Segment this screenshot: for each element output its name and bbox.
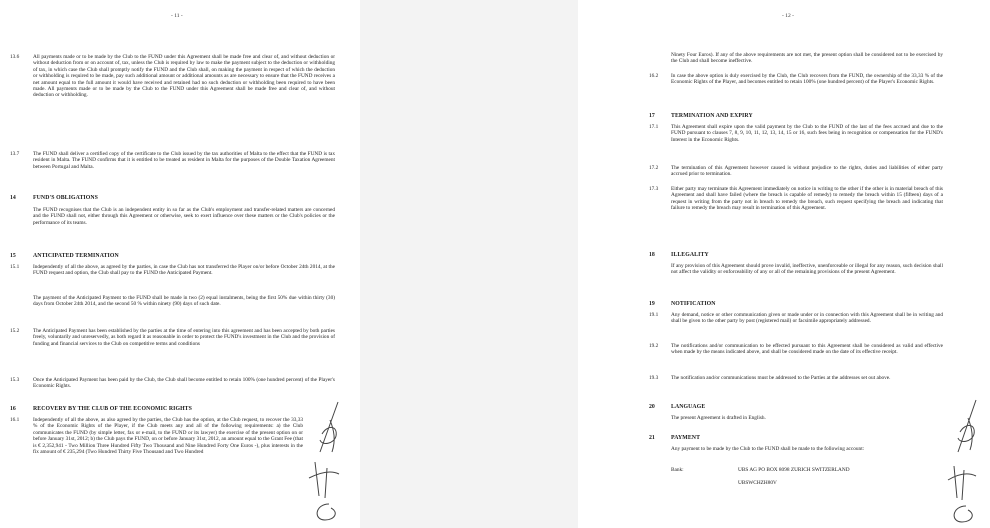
document-page-11	[0, 0, 360, 528]
clause-text: The payment of the Anticipated Payment to the FUND shall be made in two (2) equal instalments, being the first 50% due within thirty (30) days from October 24th 2014, and the second 50 % within ninety (90) days of such date.	[33, 295, 335, 308]
section-heading: FUND'S OBLIGATIONS	[33, 195, 98, 201]
section-text: The present Agreement is drafted in English.	[671, 415, 766, 421]
clause-number: 17.1	[649, 124, 659, 130]
section-heading: RECOVERY BY THE CLUB OF THE ECONOMIC RIGHTS	[33, 406, 192, 412]
clause-text: This Agreement shall expire upon the valid payment by the Club to the FUND of the last of the fees accrued and due to the FUND pursuant to clauses 7, 8, 9, 10, 11, 12, 13, 14, 15 or 16, such fees being in recognition or compensation for the FUND's Interest in the Economic Rights.	[671, 124, 943, 143]
clause-number: 13.6	[10, 54, 20, 60]
clause-number: 15.1	[10, 264, 20, 270]
section-text: Any payment to be made by the Club to the FUND shall be made to the following account:	[671, 446, 865, 452]
section-number: 21	[649, 435, 655, 441]
clause-number: 19.1	[649, 312, 659, 318]
clause-text: The notification and/or communications must be addressed to the Parties at the addresses set out above.	[671, 375, 891, 381]
initials-signature-2	[305, 458, 345, 528]
section-number: 15	[10, 253, 16, 259]
clause-number: 16.1	[10, 417, 20, 423]
clause-text: Independently of all the above, as agreed by the parties, in case the Club has not transferred the Player on/or before October 24th 2014, at the FUND request and option, the Club shall pay to the FUND the Anticipated Payment.	[33, 264, 335, 277]
section-heading: LANGUAGE	[671, 404, 706, 410]
page-gutter-left	[360, 0, 578, 528]
clause-number: 15.2	[10, 328, 20, 334]
section-number: 17	[649, 113, 655, 119]
section-text: The FUND recognises that the Club is an independent entity in so far as the Club's employment and transfer-related matters are concerned and the FUND shall not, either through this Agreement or otherwise, seek to exert influence over these matters or the Club's policies or the performance of its teams.	[33, 207, 335, 226]
clause-text: The FUND shall deliver a certified copy of the certificate to the Club issued by the tax authorities of Malta to the effect that the FUND is tax resident in Malta. The FUND confirms that it is entitled to be treated as resident in Malta for the purposes of the Double Taxation Agreement between Portugal and Malta.	[33, 151, 335, 170]
clause-number: 19.2	[649, 343, 659, 349]
bank-value: UBS AG PO BOX 8098 ZURICH SWITZERLAND	[738, 467, 850, 473]
section-number: 14	[10, 195, 16, 201]
clause-text: The notifications and/or communication to be effected pursuant to this Agreement shall be considered as valid and effective when made by the means indicated above, and shall be considered made on the date of its effective receipt.	[671, 343, 943, 356]
clause-text: Independently of all the above, as also agreed by the parties, the Club has the option, at the Club request, to recover the 33,33 % of the Economic Rights of the Player, if the Club meets any and all of the following requirements: a) the Club communicates the FUND (by simple letter, fax or e-mail, to the FUND or its lawyer) the exercise of the present option on or before January 31st, 2012; b) the Club pays the FUND, on or before January 31st, 2012, an amount equal to the Grant Fee (that is € 2,352,941 - Two Million Three Hundred Fifty Two Thousand and Nine Hundred Forty One Euros -), plus interests in the fix amount of € 235,294 (Two Hundred Thirty Five Thousand and Two Hundred	[33, 417, 303, 456]
initials-signature-1	[308, 400, 348, 460]
section-number: 19	[649, 301, 655, 307]
clause-text: The termination of this Agreement however caused is without prejudice to the rights, duties and liabilities of either party accrued prior to termination.	[671, 165, 943, 178]
swift-code: UBSWCHZH80V	[738, 480, 777, 486]
clause-text: In case the above option is duly exercised by the Club, the Club recovers from the FUND, the ownership of the 33,33 % of the Economic Rights of the Player, and becomes entitled to retain 100% (one hundred percent) of the Player's Economic Rights.	[671, 73, 943, 86]
clause-text: Any demand, notice or other communication given or made under or in connection with this Agreement shall be in writing and shall be given to the other party by post (registered mail) or facsimile appropriately addressed.	[671, 312, 943, 325]
section-number: 16	[10, 406, 16, 412]
page-number: - 12 -	[782, 13, 794, 19]
clause-number: 19.3	[649, 375, 659, 381]
section-heading: NOTIFICATION	[671, 301, 716, 307]
section-heading: ILLEGALITY	[671, 252, 709, 258]
clause-number: 17.2	[649, 165, 659, 171]
clause-text: Once the Anticipated Payment has been paid by the Club, the Club shall become entitled to retain 100% (one hundred percent) of the Player's Economic Rights.	[33, 377, 335, 390]
clause-number: 13.7	[10, 151, 20, 157]
section-heading: ANTICIPATED TERMINATION	[33, 253, 119, 259]
bank-label: Bank:	[671, 467, 684, 473]
section-number: 18	[649, 252, 655, 258]
initials-signature-4	[944, 462, 980, 526]
initials-signature-3	[948, 398, 984, 458]
clause-number: 17.3	[649, 186, 659, 192]
page-number: - 11 -	[171, 13, 183, 19]
clause-number: 15.3	[10, 377, 20, 383]
clause-text: Either party may terminate this Agreement immediately on notice in writing to the other if the other is in material breach of this Agreement and shall have failed (where the breach is capable of remedy) to remedy the breach within 15 (fifteen) days of a request in writing from the party not in breach to remedy the breach, such request specifying the breach and indicating that failure to remedy the breach may result in termination of this Agreement.	[671, 186, 943, 212]
section-number: 20	[649, 404, 655, 410]
clause-text: Ninety Four Euros). If any of the above requirements are not met, the present option shall be considered not to be exercised by the Club and shall become ineffective.	[671, 52, 943, 65]
section-heading: PAYMENT	[671, 435, 701, 441]
clause-text: All payments made or to be made by the Club to the FUND under this Agreement shall be made free and clear of, and without deduction or without deduction from or on account of, tax, unless the Club is required by law to make the payment subject to the deduction or withholding of tax, in which case the Club shall promptly notify the FUND and the Club shall, on making the payment in respect of which the deduction or withholding is required to be made, pay such additional amount or additional amounts as are necessary to ensure that the FUND receives a net amount equal to the full amount it would have received and retained had no such deduction or withholding been required to have been made. All payments made or to be made by the Club to the FUND under this Agreement shall be made free and clear of, and without deduction or withholding.	[33, 54, 335, 99]
document-page-12	[578, 0, 990, 528]
section-text: If any provision of this Agreement should prove invalid, ineffective, unenforceable or illegal for any reason, such decision shall not affect the validity or enforceability of any or all of the remaining provisions of the present Agreement.	[671, 263, 943, 276]
clause-text: The Anticipated Payment has been established by the parties at the time of entering into this agreement and has been accepted by both parties freely, voluntarily and unreservedly, as both regard it as reasonable in order to protect the FUND's investment in the Club and the provision of funding and financial services to the Club on competitive terms and conditions	[33, 328, 335, 347]
clause-number: 16.2	[649, 73, 659, 79]
section-heading: TERMINATION AND EXPIRY	[671, 113, 753, 119]
